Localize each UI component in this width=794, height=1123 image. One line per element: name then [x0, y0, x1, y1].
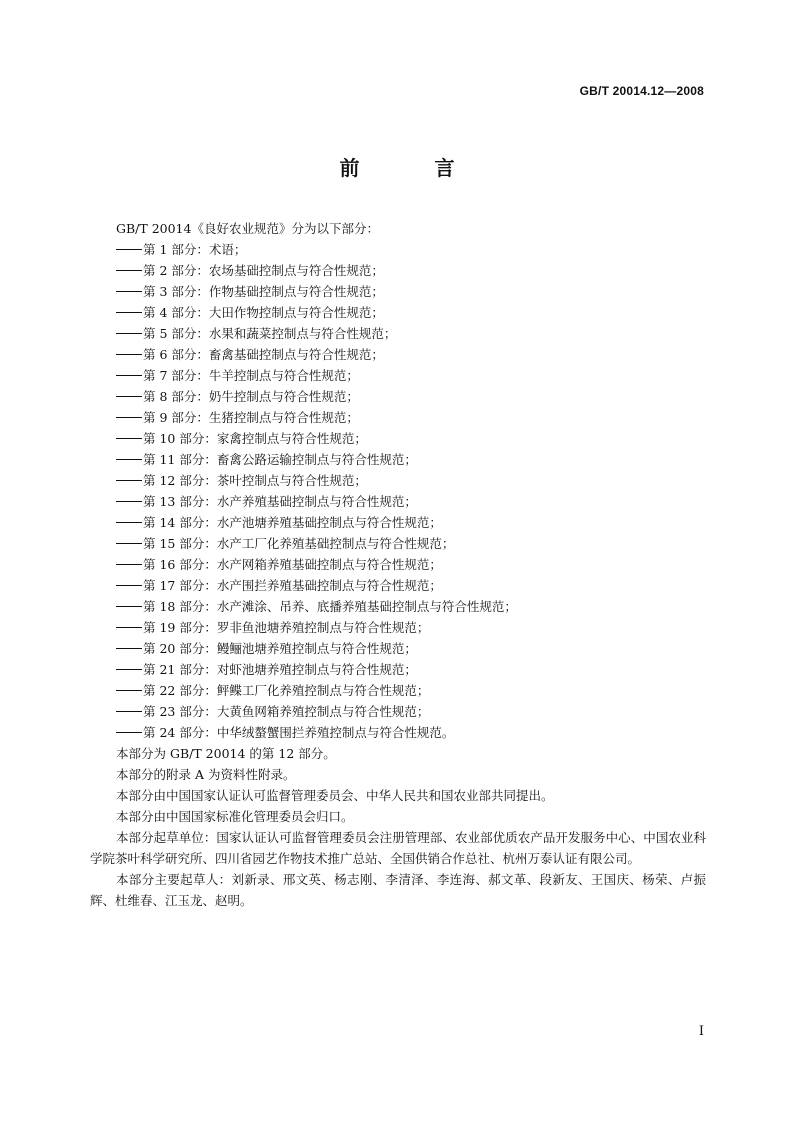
em-dash-mark: [116, 732, 142, 733]
em-dash-mark: [116, 270, 142, 271]
em-dash-mark: [116, 417, 142, 418]
part-list-item-text: 第 17 部分：水产围拦养殖基础控制点与符合性规范；: [143, 578, 442, 593]
part-list-item: [90, 575, 706, 596]
em-dash-mark: [116, 543, 142, 544]
part-list-item-text: 第 8 部分：奶牛控制点与符合性规范；: [143, 389, 359, 404]
part-list-item: [90, 596, 706, 617]
part-list-item-text: 第 1 部分：术语；: [143, 242, 247, 257]
part-list-item: [90, 701, 706, 722]
part-list-item-text: 第 24 部分：中华绒螯蟹围拦养殖控制点与符合性规范。: [143, 725, 455, 740]
em-dash-mark: [116, 711, 142, 712]
part-list-item: [90, 365, 706, 386]
part-list-item-text: 第 7 部分：牛羊控制点与符合性规范；: [143, 368, 359, 383]
part-list-item-text: 第 6 部分：畜禽基础控制点与符合性规范；: [143, 347, 384, 362]
part-list-item: [90, 722, 706, 743]
em-dash-mark: [116, 333, 142, 334]
part-list-item: [90, 512, 706, 533]
em-dash-mark: [116, 438, 142, 439]
part-list-item-text: 第 22 部分：鲆鲽工厂化养殖控制点与符合性规范；: [143, 683, 430, 698]
em-dash-mark: [116, 459, 142, 460]
part-list-item: [90, 449, 706, 470]
em-dash-mark: [116, 606, 142, 607]
body-paragraph: 本部分起草单位：国家认证认可监督管理委员会注册管理部、农业部优质农产品开发服务中心、中国农业科学院茶叶科学研究所、四川省园艺作物技术推广总站、全国供销合作总社、杭州万泰认证有限公司。: [90, 830, 706, 866]
foreword-content: [90, 218, 706, 911]
part-list-item: [90, 386, 706, 407]
part-list-item: [90, 659, 706, 680]
parts-list: [90, 239, 706, 743]
body-paragraph: 本部分由中国国家标准化管理委员会归口。: [116, 809, 354, 824]
part-list-item-text: 第 21 部分：对虾池塘养殖控制点与符合性规范；: [143, 662, 417, 677]
part-list-item: [90, 428, 706, 449]
em-dash-mark: [116, 669, 142, 670]
em-dash-mark: [116, 291, 142, 292]
part-list-item: [90, 260, 706, 281]
part-list-item: [90, 617, 706, 638]
em-dash-mark: [116, 690, 142, 691]
part-list-item: [90, 491, 706, 512]
em-dash-mark: [116, 480, 142, 481]
em-dash-mark: [116, 249, 142, 250]
part-list-item: [90, 407, 706, 428]
part-list-item-text: 第 4 部分：大田作物控制点与符合性规范；: [143, 305, 384, 320]
em-dash-mark: [116, 375, 142, 376]
page-title: 前 言: [339, 156, 489, 180]
body-paragraph: 本部分由中国国家认证认可监督管理委员会、中华人民共和国农业部共同提出。: [116, 788, 554, 803]
part-list-item: [90, 302, 706, 323]
em-dash-mark: [116, 522, 142, 523]
part-list-item-text: 第 13 部分：水产养殖基础控制点与符合性规范；: [143, 494, 417, 509]
em-dash-mark: [116, 501, 142, 502]
part-list-item: [90, 638, 706, 659]
part-list-item-text: 第 19 部分：罗非鱼池塘养殖控制点与符合性规范；: [143, 620, 430, 635]
part-list-item-text: 第 11 部分：畜禽公路运输控制点与符合性规范；: [143, 452, 417, 467]
em-dash-mark: [116, 396, 142, 397]
body-paragraph: 本部分主要起草人：刘新录、邢文英、杨志刚、李清泽、李连海、郝文革、段新友、王国庆、杨荣、卢振辉、杜维春、江玉龙、赵明。: [90, 872, 706, 908]
em-dash-mark: [116, 564, 142, 565]
body-paragraph: 本部分为 GB/T 20014 的第 12 部分。: [116, 746, 336, 761]
part-list-item-text: 第 2 部分：农场基础控制点与符合性规范；: [143, 263, 384, 278]
part-list-item-text: 第 20 部分：鳗鲡池塘养殖控制点与符合性规范；: [143, 641, 417, 656]
part-list-item: [90, 680, 706, 701]
part-list-item: [90, 323, 706, 344]
part-list-item-text: 第 3 部分：作物基础控制点与符合性规范；: [143, 284, 384, 299]
em-dash-mark: [116, 312, 142, 313]
part-list-item: [90, 281, 706, 302]
part-list-item-text: 第 9 部分：生猪控制点与符合性规范；: [143, 410, 359, 425]
body-paragraph: 本部分的附录 A 为资料性附录。: [116, 767, 296, 782]
part-list-item: [90, 344, 706, 365]
part-list-item-text: 第 15 部分：水产工厂化养殖基础控制点与符合性规范；: [143, 536, 455, 551]
body-paragraphs: [90, 743, 706, 911]
em-dash-mark: [116, 354, 142, 355]
part-list-item-text: 第 16 部分：水产网箱养殖基础控制点与符合性规范；: [143, 557, 442, 572]
part-list-item-text: 第 14 部分：水产池塘养殖基础控制点与符合性规范；: [143, 515, 442, 530]
part-list-item: [90, 533, 706, 554]
part-list-item-text: 第 18 部分：水产滩涂、吊养、底播养殖基础控制点与符合性规范；: [143, 599, 517, 614]
part-list-item: [90, 554, 706, 575]
part-list-item-text: 第 5 部分：水果和蔬菜控制点与符合性规范；: [143, 326, 397, 341]
page-number: I: [698, 1024, 704, 1039]
part-list-item-text: 第 23 部分：大黄鱼网箱养殖控制点与符合性规范；: [143, 704, 430, 719]
em-dash-mark: [116, 648, 142, 649]
intro-paragraph: GB/T 20014《良好农业规范》分为以下部分：: [116, 221, 379, 236]
part-list-item: [90, 239, 706, 260]
em-dash-mark: [116, 585, 142, 586]
part-list-item: [90, 470, 706, 491]
part-list-item-text: 第 12 部分：茶叶控制点与符合性规范；: [143, 473, 367, 488]
standard-code: GB/T 20014.12—2008: [579, 84, 704, 98]
em-dash-mark: [116, 627, 142, 628]
part-list-item-text: 第 10 部分：家禽控制点与符合性规范；: [143, 431, 367, 446]
